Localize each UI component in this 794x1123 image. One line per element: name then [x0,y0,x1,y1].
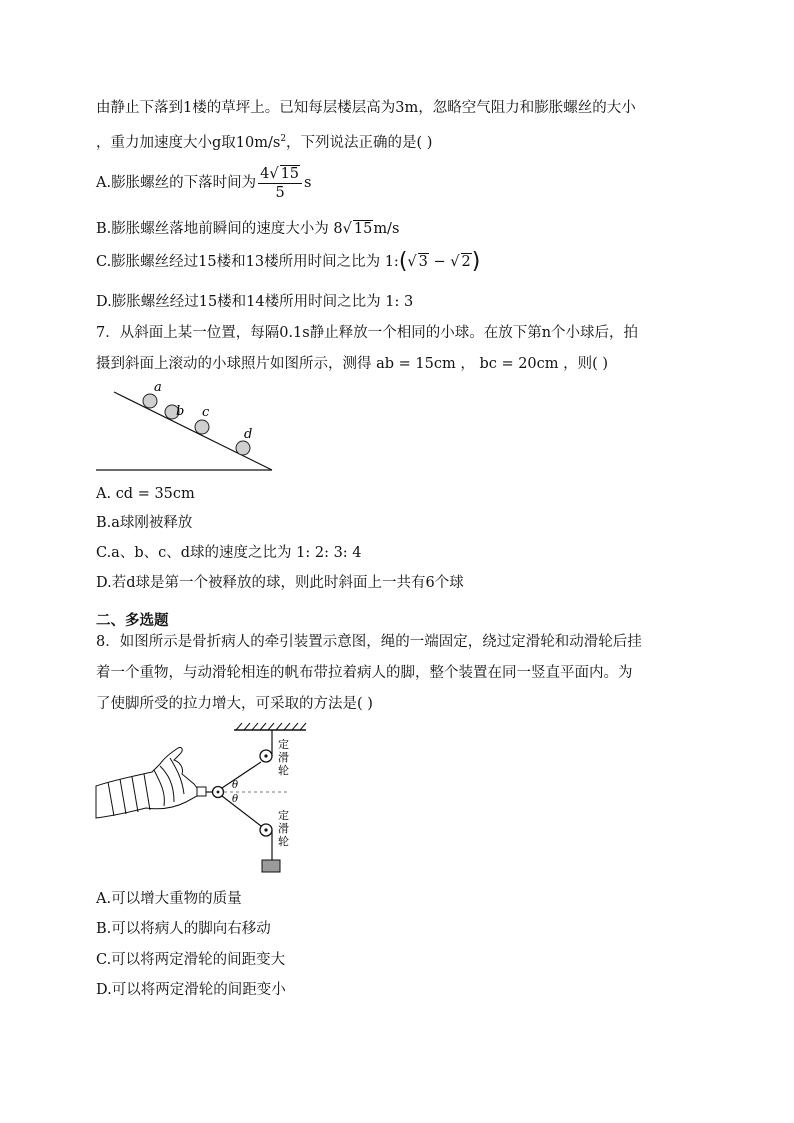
ball-a [143,394,157,408]
q6-option-a-num-rad: 15 [280,165,300,182]
q6-line-2a: ，重力加速度大小g取10m/s [96,134,281,151]
foot-clamp [197,787,206,796]
q8-option-a: A.可以增大重物的质量 [96,891,242,907]
ceiling-hatch [236,723,306,730]
bottom-pulley-label-3: 轮 [278,835,289,848]
top-pulley-label-3: 轮 [278,764,289,777]
q6-option-a-fraction: $\frac{4√ 15}{5}$ [258,165,302,202]
section-multiple-choice-heading: 二、多选题 [96,613,169,629]
ball-c [195,420,209,434]
q7-option-d: D.若d球是第一个被释放的球，则此时斜面上一共有6个球 [96,575,464,591]
q8-line-2: 着一个重物，与动滑轮相连的帆布带拉着病人的脚，整个装置在同一竖直平面内。为 [96,665,633,681]
ball-label-a: a [154,380,162,395]
q6-option-c-prefix: C.膨胀螺丝经过15楼和13楼所用时间之比为 1: [96,254,399,270]
q8-option-b: B.可以将病人的脚向右移动 [96,921,271,937]
ball-label-d: d [244,427,253,442]
q6-line-1: 由静止下落到1楼的草坪上。已知每层楼层高为3m，忽略空气阻力和膨胀螺丝的大小 [96,100,636,116]
q6-line-2b: ，下列说法正确的是( ) [286,134,433,151]
q6-option-a [96,162,311,204]
q6-option-a-den: 5 [275,184,285,201]
top-pulley-label-2: 滑 [278,751,289,764]
patient-leg-foot [96,747,197,818]
q6-option-c: C.膨胀螺丝经过15楼和13楼所用时间之比为 1:(√ 3 − √ 2) [96,249,481,274]
q6-option-a-prefix: A.膨胀螺丝的下落时间为 [96,175,257,191]
incline-figure [92,378,278,474]
q7-line-1: 7．从斜面上某一位置，每隔0.1s静止释放一个相同的小球。在放下第n个小球后，拍 [96,325,639,341]
q8-line-3: 了使脚所受的拉力增大，可采取的方法是( ) [96,696,373,712]
bottom-pulley-label-1: 定 [278,809,289,822]
ball-label-b: b [176,404,185,419]
q6-option-c-rad1: 3 [418,254,428,270]
q6-option-a-unit: s [304,175,312,191]
q8-line-1: 8．如图所示是骨折病人的牵引装置示意图，绳的一端固定，绕过定滑轮和动滑轮后挂 [96,634,642,650]
q6-option-b-prefix: B.膨胀螺丝落地前瞬间的速度大小为 8 [96,221,343,237]
q6-option-a-num-coef: 4 [260,165,270,182]
ball-label-c: c [202,405,210,420]
q6-line-2 [96,129,432,153]
q7-option-c: C.a、b、c、d球的速度之比为 1: 2: 3: 4 [96,545,362,561]
q7-option-a: A. cd = 35cm [96,486,195,502]
rope-upper [222,762,261,788]
q6-option-b-rad: 15 [353,221,373,237]
top-pulley-label-1: 定 [278,738,289,751]
rope-lower [222,796,261,826]
q6-exponent: 2 [280,134,287,144]
theta-upper: θ [232,780,239,791]
theta-lower: θ [232,794,239,805]
q7-option-b: B.a球刚被释放 [96,515,193,531]
q8-option-c: C.可以将两定滑轮的间距变大 [96,952,286,968]
traction-device-figure [94,722,314,878]
bottom-pulley-label-2: 滑 [278,822,289,835]
q6-option-b-unit: m/s [373,221,400,237]
ball-d [236,441,250,455]
weight-block [262,860,280,872]
q6-option-b: B.膨胀螺丝落地前瞬间的速度大小为 8√ 15m/s [96,221,400,237]
q6-option-c-rad2: 2 [461,254,471,270]
q7-line-2: 摄到斜面上滚动的小球照片如图所示，测得 ab = 15cm ， bc = 20cm ，则( ) [96,356,609,372]
q6-option-d: D.膨胀螺丝经过15楼和14楼所用时间之比为 1: 3 [96,294,414,310]
q8-option-d: D.可以将两定滑轮的间距变小 [96,982,286,998]
q6-option-c-minus: − [428,254,451,270]
